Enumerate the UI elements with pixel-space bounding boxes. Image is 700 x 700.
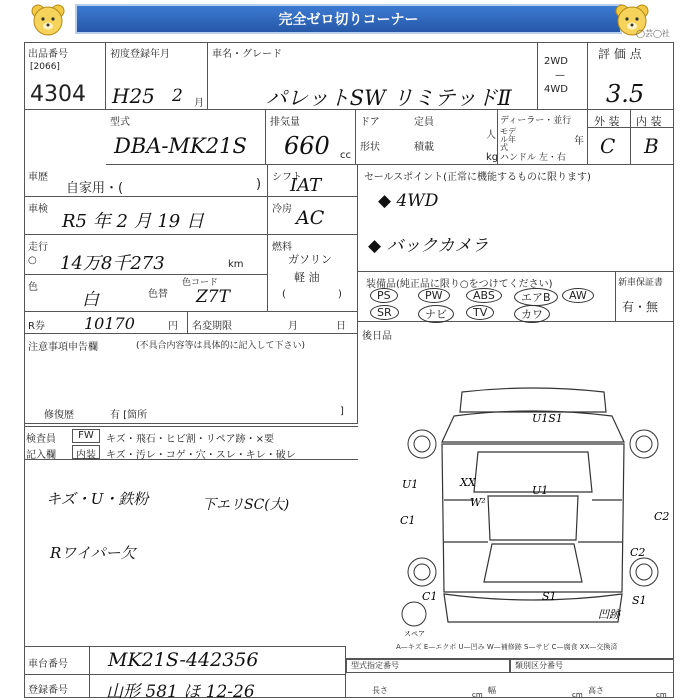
interior-label: 内 装 [636,115,662,128]
repair-label: 修復歴 [44,410,74,421]
length-label: 長さ [372,686,388,695]
mark-c2-right: C2 [654,510,670,523]
equipment-item-b-1: ナビ [418,305,454,323]
sales-point-label: セールスポイント(正常に機能するものに限ります) [364,172,591,183]
repair-value: 有 [箇所 [110,410,148,421]
color-label: 色 [28,282,38,293]
model-label: 型式 [110,117,130,128]
mark-w2: W² [470,496,486,509]
interior-grade: B [644,134,659,158]
checker-label: 検査員 [26,434,56,445]
plate-label: 登録番号 [24,675,90,698]
rear-bumper-outline [444,594,622,622]
mark-c1-left: C1 [400,514,416,527]
sales-point-box [358,165,674,272]
reg-cell [106,42,208,110]
right-logo-text: ◯芸◯社 [636,29,670,38]
bear-mascot-icon [30,3,66,37]
drive-2wd: 2WD [544,56,568,67]
year-unit: 年 [574,136,584,147]
banner-title: 完全ゼロ切りコーナー [75,4,622,34]
category-close: ) [256,177,262,192]
fuel-open: ( [282,289,286,300]
equipment-label: 装備品(純正品に限り○をつけてください) [366,279,553,290]
length-unit: cm [472,691,483,699]
ac-value: AC [296,207,325,229]
front-left-tire-icon [408,430,436,458]
class-number-label: 類別区分番号 [510,659,674,673]
remark-line-1: キズ・U・鉄粉 [46,490,149,508]
lot-number: 4304 [30,82,86,107]
fw-keys: キズ・飛石・ヒビ割・リペア跡・×要 [106,434,274,445]
handle-label: ハンドル 左・右 [500,153,566,163]
displacement-cell [266,110,356,165]
chassis-row [24,646,346,674]
mark-u1-left: U1 [402,478,419,491]
inspector-box [24,426,358,460]
displacement-value: 660 [284,132,330,160]
color-row [24,275,268,312]
inspection-row [24,197,268,235]
equipment-row-1 [370,288,616,304]
inspection-value: R5 年 2 月 19 日 [62,211,204,232]
seats-label: 定員 [414,117,434,128]
model-year-label: モデル年式 [500,127,516,152]
mileage-prefix: ○ [28,255,37,266]
drive-dash: — [555,70,565,81]
top-banner [0,0,700,40]
height-label: 高さ [588,686,604,695]
rear-right-tire-icon [630,558,658,586]
fuel-cell [268,235,358,312]
drive-4wd: 4WD [544,84,568,95]
notes-hint: (不具合内容等は具体的に記入して下さい) [136,341,306,351]
lot-label: 出品番号 [28,49,68,60]
car-name-cell [208,42,538,110]
model-value: DBA-MK21S [114,134,247,158]
remark-line-3: Rワイパー欠 [50,544,136,562]
inspection-label: 車検 [28,204,48,215]
shift-label: シフト [272,172,302,183]
postscript-label [362,324,392,343]
mark-xx: XX [460,476,476,489]
roof-outline [488,496,578,540]
grade-cell [588,110,674,165]
plate-value: 山形 581 ほ 12-26 [106,682,255,700]
warranty-cell [616,272,674,322]
lot-cell [24,42,106,110]
color-code: Z7T [196,287,230,307]
body-outline [442,444,624,592]
shift-value: IAT [290,175,322,196]
score-cell [588,42,674,110]
car-name: パレットSW リミテッドⅡ [266,86,512,110]
reg-label: 初度登録年月 [110,49,170,60]
mark-dent: 凹跡 [598,608,620,621]
reg-month: 2 [172,86,183,106]
equipment-item-a-1: PW [418,288,450,303]
mark-u1-center: U1 [532,484,549,497]
postscript-text: 後日品 [362,331,392,342]
width-label: 幅 [488,686,496,695]
equipment-item-b-3: カワ [514,305,550,323]
rear-window-outline [484,544,582,582]
month-unit: 月 [194,98,204,109]
sales-point-2-text: バックカメラ [386,236,489,256]
body-cell [356,110,498,165]
score-value: 3.5 [606,80,645,108]
rear-left-tire-icon [408,558,436,586]
ac-label: 冷房 [272,204,292,215]
category-value: 自家用・( [66,181,124,196]
front-right-tire-icon [630,430,658,458]
dealer-label: ディーラー・並行 [500,116,572,126]
mark-spare-label: スペア [404,630,425,638]
color-value: 白 [82,290,99,310]
sales-point-1-text: 4WD [396,191,439,211]
equipment-item-a-4: AW [562,288,594,303]
mark-s1-center: S1 [542,590,557,603]
name-change-row [188,312,358,334]
equipment-row-2 [370,305,616,321]
load-label: 積載 [414,142,434,153]
equipment-item-a-3: エアB [514,288,558,306]
equipment-box [358,272,616,322]
sales-point-2: ◆ バックカメラ [368,236,489,256]
shape-label: 形状 [360,142,380,153]
name-change-day: 日 [336,321,346,332]
car-damage-diagram [392,382,674,640]
warranty-label: 新車保証書 [618,278,664,288]
displacement-label: 排気量 [270,117,300,128]
type-number-label: 型式指定番号 [346,659,510,673]
seats-unit: 人 [486,130,496,141]
writer-label: 記入欄 [26,450,56,461]
interior-key-label: 内装 [72,445,100,459]
recycle-row [24,312,188,334]
notes-box [24,334,358,424]
recycle-unit: 円 [168,321,178,332]
width-unit: cm [572,691,583,699]
remark-line-2: 下エリSC(大) [202,497,290,513]
damage-legend: A—キズ E—エクボ U—凹み W—補修跡 S—サビ C—腐食 XX—交換済 [396,643,618,651]
spare-tire-icon [402,602,426,626]
recycle-value: 10170 [84,314,135,333]
chassis-value: MK21S-442356 [108,649,259,671]
mileage-row [24,235,268,275]
exterior-label: 外 装 [594,115,620,128]
front-bumper-outline [460,388,606,412]
mileage-value: 14万8千273 [60,253,165,274]
interior-keys: キズ・汚レ・コゲ・穴・スレ・キレ・破レ [106,450,296,461]
height-unit: cm [656,691,667,699]
plate-row [24,674,346,698]
fuel-diesel: 軽 油 [294,271,320,284]
chassis-label: 車台番号 [24,647,90,674]
fuel-gasoline: ガソリン [288,253,332,266]
equipment-item-a-0: PS [370,288,398,303]
shift-cell [268,165,358,197]
load-unit: kg [486,152,499,163]
model-cell [106,110,266,165]
score-label: 評 価 点 [598,47,642,61]
fuel-label: 燃料 [272,242,292,253]
fw-label: FW [72,429,100,443]
category-label: 車歴 [28,172,48,183]
notes-label: 注意事項申告欄 [28,342,98,353]
color-change-label: 色替 [148,289,168,300]
equipment-item-b-0: SR [370,305,399,320]
name-change-month: 月 [288,321,298,332]
mark-c1-bottom: C1 [422,590,438,603]
equipment-item-a-2: ABS [466,288,502,303]
equipment-item-b-2: TV [466,305,494,320]
category-row [24,165,268,197]
displacement-unit: cc [340,150,351,161]
recycle-label: R券 [28,321,45,332]
mark-u1s1: U1S1 [532,412,563,425]
repair-close: ] [340,406,344,417]
ac-cell [268,197,358,235]
name-change-label: 名変期限 [192,321,232,332]
warranty-value: 有・無 [622,300,659,314]
reg-year: H25 [112,84,155,108]
lot-sub: [2066] [30,62,60,72]
mark-c2-right-2: C2 [630,546,646,559]
mileage-label: 走行 [28,242,48,253]
fuel-close: ) [338,289,342,300]
car-name-label: 車名・グレード [212,49,282,60]
exterior-grade: C [600,134,616,158]
type-class-box [346,658,674,698]
mark-s1-right: S1 [632,594,647,607]
sales-point-1: ◆ 4WD [378,191,439,211]
mileage-unit: km [228,259,244,270]
color-code-label: 色コード [182,278,219,288]
drive-cell [538,42,588,110]
door-label: ドア [360,117,380,128]
dealer-cell [498,110,588,165]
